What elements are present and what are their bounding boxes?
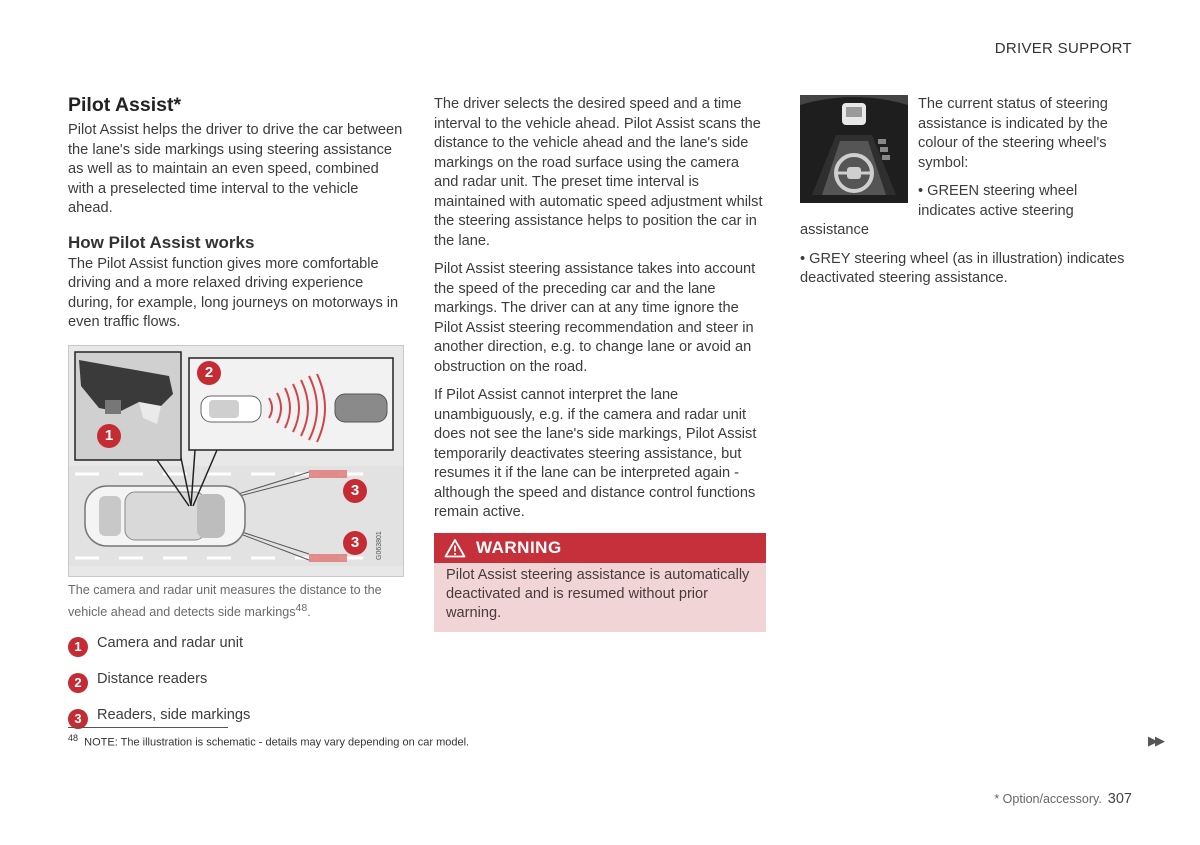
warning-box	[434, 533, 766, 632]
warning-title: WARNING	[476, 537, 562, 557]
pilot-assist-illustration	[68, 345, 404, 577]
column-3	[800, 95, 1135, 298]
legend-badge: 1	[68, 637, 88, 657]
callout-3-bottom: 3	[343, 531, 367, 555]
page-title: Pilot Assist*	[68, 94, 182, 116]
warning-header	[434, 533, 766, 563]
bullet-green: • GREEN steering wheel indicates active steering assistance	[800, 183, 1078, 238]
subtitle: How Pilot Assist works	[68, 232, 255, 252]
footnote-text: NOTE: The illustration is schematic - details may vary depending on car model.	[84, 736, 470, 749]
warning-text: Pilot Assist steering assistance is automatically deactivated and is resumed without prior warning.	[434, 563, 766, 632]
footnote-divider	[68, 727, 228, 728]
page-number: 307	[1107, 791, 1132, 807]
legend-item-2	[68, 671, 403, 693]
figure-caption: The camera and radar unit measures the distance to the vehicle ahead and detects side markings$^{48}$.	[68, 582, 382, 619]
callout-1: 1	[97, 424, 121, 448]
section-header: DRIVER SUPPORT	[994, 40, 1132, 57]
legend-item-3	[68, 707, 403, 729]
page-footer	[994, 791, 1132, 807]
column-2	[434, 95, 766, 632]
option-note: * Option/accessory.	[994, 792, 1102, 806]
callout-2: 2	[197, 361, 221, 385]
status-paragraph: The current status of steering assistance is indicated by the colour of the steering wheel's symbol:	[918, 96, 1108, 171]
legend-badge: 2	[68, 673, 88, 693]
paragraph-2: Pilot Assist steering assistance takes into account the speed of the preceding car and the lane markings. The driver can at any time ignore the Pilot Assist steering recommendation and steer in another direction, e.g. to change lane or avoid an obstruction on the road.	[434, 261, 756, 375]
footnote-number: 48	[68, 733, 79, 743]
footnote	[68, 733, 469, 749]
figure-code: G063801	[376, 530, 383, 560]
footnote-ref[interactable]: 48	[295, 601, 308, 614]
warning-triangle-icon	[444, 538, 466, 558]
intro-paragraph: Pilot Assist helps the driver to drive the car between the lane's side markings using steering assistance as well as to maintain an even speed, combined with a preselected time interval to the vehicle ahead.	[68, 122, 403, 216]
callout-3-top: 3	[343, 479, 367, 503]
legend-badge: 3	[68, 709, 88, 729]
body-paragraph: The Pilot Assist function gives more comfortable driving and a more relaxed driving experience during, for example, long journeys on motorways in even traffic flows.	[68, 255, 399, 330]
steering-wheel-icon	[800, 95, 908, 203]
continue-arrows-icon[interactable]: ▶▶	[1148, 733, 1162, 748]
paragraph-3: If Pilot Assist cannot interpret the lane unambiguously, e.g. if the camera and radar unit does not see the lane's side markings, Pilot Assist temporarily deactivates steering assistance, but resumes it if the lane can be interpreted again - although the speed and distance control functions remain active.	[434, 387, 757, 520]
legend-item-1	[68, 635, 403, 657]
column-1	[68, 94, 403, 729]
legend-label: Camera and radar unit	[97, 634, 244, 651]
bullet-grey: • GREY steering wheel (as in illustration) indicates deactivated steering assistance.	[800, 250, 1125, 286]
legend-label: Readers, side markings	[97, 706, 251, 723]
paragraph-1: The driver selects the desired speed and a time interval to the vehicle ahead. Pilot Assist scans the distance to the vehicle ahead and the lane's side markings on the road surface using the camera and radar unit. The preset time interval is maintained with automatic speed adjustment whilst the steering assistance helps to position the car in the lane.	[434, 96, 763, 249]
steering-wheel-display-image	[800, 95, 908, 203]
legend-label: Distance readers	[97, 670, 208, 687]
